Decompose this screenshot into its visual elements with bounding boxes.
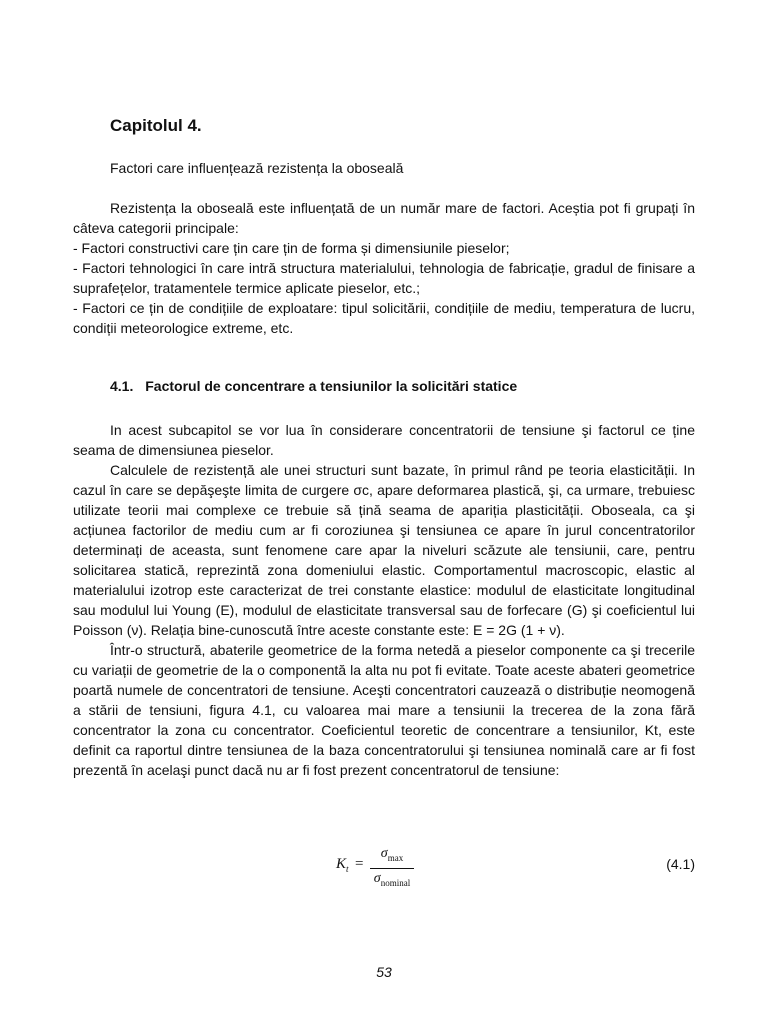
section-number: 4.1. [110, 378, 134, 394]
page-number: 53 [376, 964, 392, 980]
factor-item-operational: - Factori ce țin de condițiile de exploatare: tipul solicitării, condițiile de mediu, temperatura de lucru, condiții meteorologice extreme, etc. [73, 300, 695, 336]
equation-equals: = [355, 856, 364, 872]
chapter-subtitle: Factori care influențează rezistența la oboseală [110, 160, 404, 176]
numerator-subscript: max [387, 852, 404, 863]
equation-4-1 [336, 845, 436, 889]
equation-lhs [336, 856, 349, 874]
section-heading [110, 378, 517, 394]
equation-numerator [370, 845, 414, 867]
section-title: Factorul de concentrare a tensiunilor la solicitări statice [145, 378, 518, 394]
body-paragraph-2: Calculele de rezistență ale unei structuri sunt bazate, în primul rând pe teoria elasticității. In cazul în care se depăşeşte limita de curgere σc, apare deformarea plastică, şi, ca urmare, trebuiesc utilizate teorii mai complexe ce trebuie să țină seama de apariția plasticității. Oboseala, ca şi acțiunea factorilor de mediu cum ar fi coroziunea şi tensiunea ce apare în jurul concentratorilor determinați de aceasta, sunt fenomene care apar la niveluri scăzute ale tensiunii, care, pentru solicitarea statică, reprezintă zona domeniului elastic. Comportamentul macroscopic, elastic al materialului izotrop este caracterizat de trei constante elastice: modulul de elasticitate longitudinal sau modulul lui Young (E), modulul de elasticitate transversal sau de forfecare (G) şi coeficientul lui Poisson (ν). Relația bine-cunoscută între aceste constante este: E = 2G (1 + ν). [73, 462, 695, 638]
intro-paragraph: Rezistența la oboseală este influențată de un număr mare de factori. Aceștia pot fi grupați în câteva categorii principale: [73, 200, 695, 236]
denominator-subscript: nominal [380, 877, 411, 888]
factor-item-technological: - Factori tehnologici în care intră structura materialului, tehnologia de fabricație, gradul de finisare a suprafețelor, tratamentele termice aplicate pieselor, etc.; [73, 260, 695, 296]
equation-denominator [370, 870, 414, 892]
denominator-symbol: σ [373, 870, 381, 886]
intro-block [73, 198, 695, 338]
equation-lhs-subscript: t [346, 864, 349, 874]
factor-item-constructive: - Factori constructivi care țin care țin de forma și dimensiunile pieselor; [73, 240, 510, 256]
numerator-symbol: σ [380, 846, 388, 861]
equation-lhs-symbol: K [336, 856, 347, 872]
section-body [73, 420, 695, 780]
equation-fraction [370, 845, 414, 892]
chapter-title: Capitolul 4. [110, 116, 202, 135]
equation-number: (4.1) [666, 856, 695, 872]
body-paragraph-3: Într-o structură, abaterile geometrice de la forma netedă a pieselor componente ca şi trecerile cu variații de geometrie de la o componentă la alta nu pot fi evitate. Toate aceste abateri geometrice poartă numele de concentratori de tensiune. Aceşti concentratori cauzează o distribuție neomogenă a stării de tensiuni, figura 4.1, cu valoarea mai mare a tensiunii la trecerea de la zona fără concentrator la zona cu concentrator. Coeficientul teoretic de concentrare a tensiunilor, Kt, este definit ca raportul dintre tensiunea de la baza concentratorului şi tensiunea nominală care ar fi fost prezentă în acelaşi punct dacă nu ar fi fost prezent concentratorul de tensiune: [73, 642, 695, 778]
fraction-bar [370, 868, 414, 869]
body-paragraph-1: In acest subcapitol se vor lua în considerare concentratorii de tensiune şi factorul ce ține seama de dimensiunea pieselor. [73, 422, 695, 458]
